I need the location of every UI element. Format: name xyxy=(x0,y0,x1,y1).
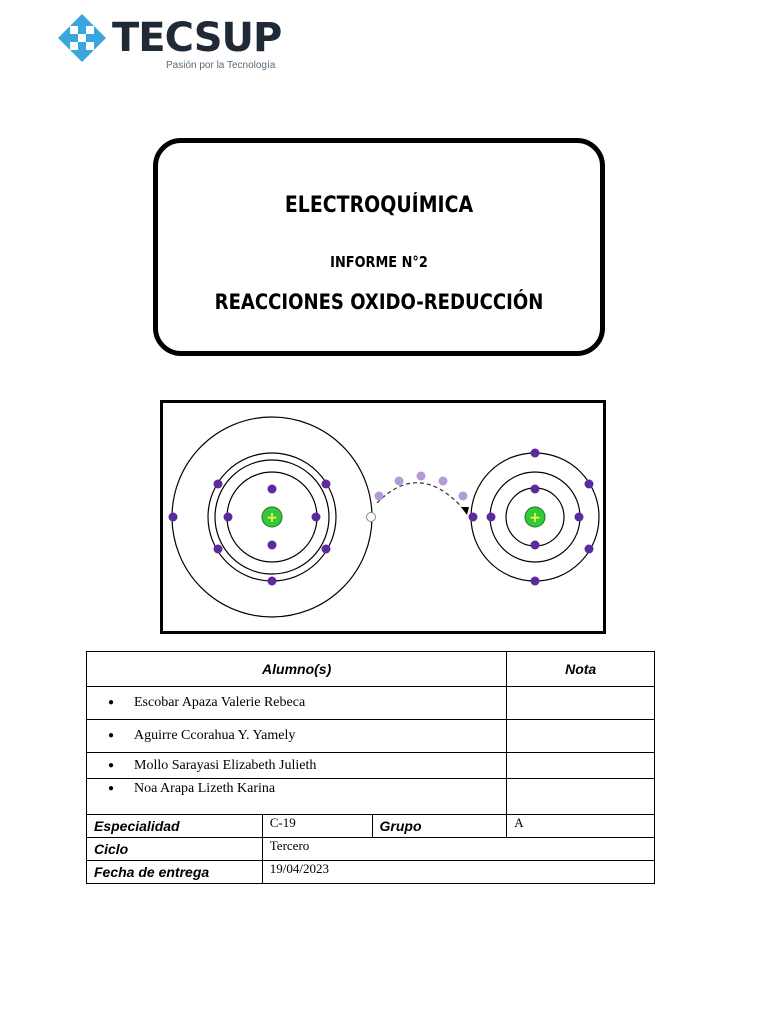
table-row xyxy=(87,861,655,884)
student-name-cell: ● Aguirre Ccorahua Y. Yamely xyxy=(87,720,507,753)
logo-tagline: Pasión por la Tecnología xyxy=(166,60,276,71)
table-row xyxy=(87,720,655,753)
cycle-value: Tercero xyxy=(262,838,654,861)
student-name-cell: ● Escobar Apaza Valerie Rebeca xyxy=(87,687,507,720)
right-nucleus-sign: + xyxy=(529,510,541,526)
table-row xyxy=(87,779,655,815)
left-vacant-electron xyxy=(367,513,376,522)
grade-cell xyxy=(507,779,655,815)
specialty-value: C-19 xyxy=(262,815,372,838)
electron-transfer-arrow xyxy=(377,483,467,513)
student-name: Aguirre Ccorahua Y. Yamely xyxy=(134,728,296,743)
specialty-label: Especialidad xyxy=(87,815,263,838)
table-row xyxy=(87,815,655,838)
student-name-cell: ● Noa Arapa Lizeth Karina xyxy=(87,779,507,815)
cycle-label: Ciclo xyxy=(87,838,263,861)
student-info-table xyxy=(86,651,655,884)
redox-atom-diagram xyxy=(160,400,606,634)
student-name: Mollo Sarayasi Elizabeth Julieth xyxy=(134,757,317,773)
group-value: A xyxy=(507,815,655,838)
grade-cell xyxy=(507,720,655,753)
grade-cell xyxy=(507,687,655,720)
grade-cell xyxy=(507,753,655,779)
report-number: INFORME N°2 xyxy=(330,253,428,271)
group-label: Grupo xyxy=(372,815,507,838)
title-box xyxy=(153,138,605,356)
tecsup-logo xyxy=(56,12,282,74)
student-name: Escobar Apaza Valerie Rebeca xyxy=(134,695,306,710)
date-label: Fecha de entrega xyxy=(87,861,263,884)
students-header: Alumno(s) xyxy=(87,652,507,687)
atom-illustration xyxy=(163,403,603,631)
table-row xyxy=(87,838,655,861)
student-name: Noa Arapa Lizeth Karina xyxy=(134,781,276,796)
table-row xyxy=(87,687,655,720)
grade-header: Nota xyxy=(507,652,655,687)
logo-wordmark: TECSUP xyxy=(112,15,282,61)
report-topic: REACCIONES OXIDO-REDUCCIÓN xyxy=(214,290,544,314)
date-value: 19/04/2023 xyxy=(262,861,654,884)
subject-title: ELECTROQUÍMICA xyxy=(284,193,474,218)
transferring-electrons xyxy=(375,472,468,501)
left-nucleus-sign: + xyxy=(266,510,278,526)
tecsup-logo-icon xyxy=(56,12,108,64)
table-row xyxy=(87,753,655,779)
student-name-cell: ● Mollo Sarayasi Elizabeth Julieth xyxy=(87,753,507,779)
